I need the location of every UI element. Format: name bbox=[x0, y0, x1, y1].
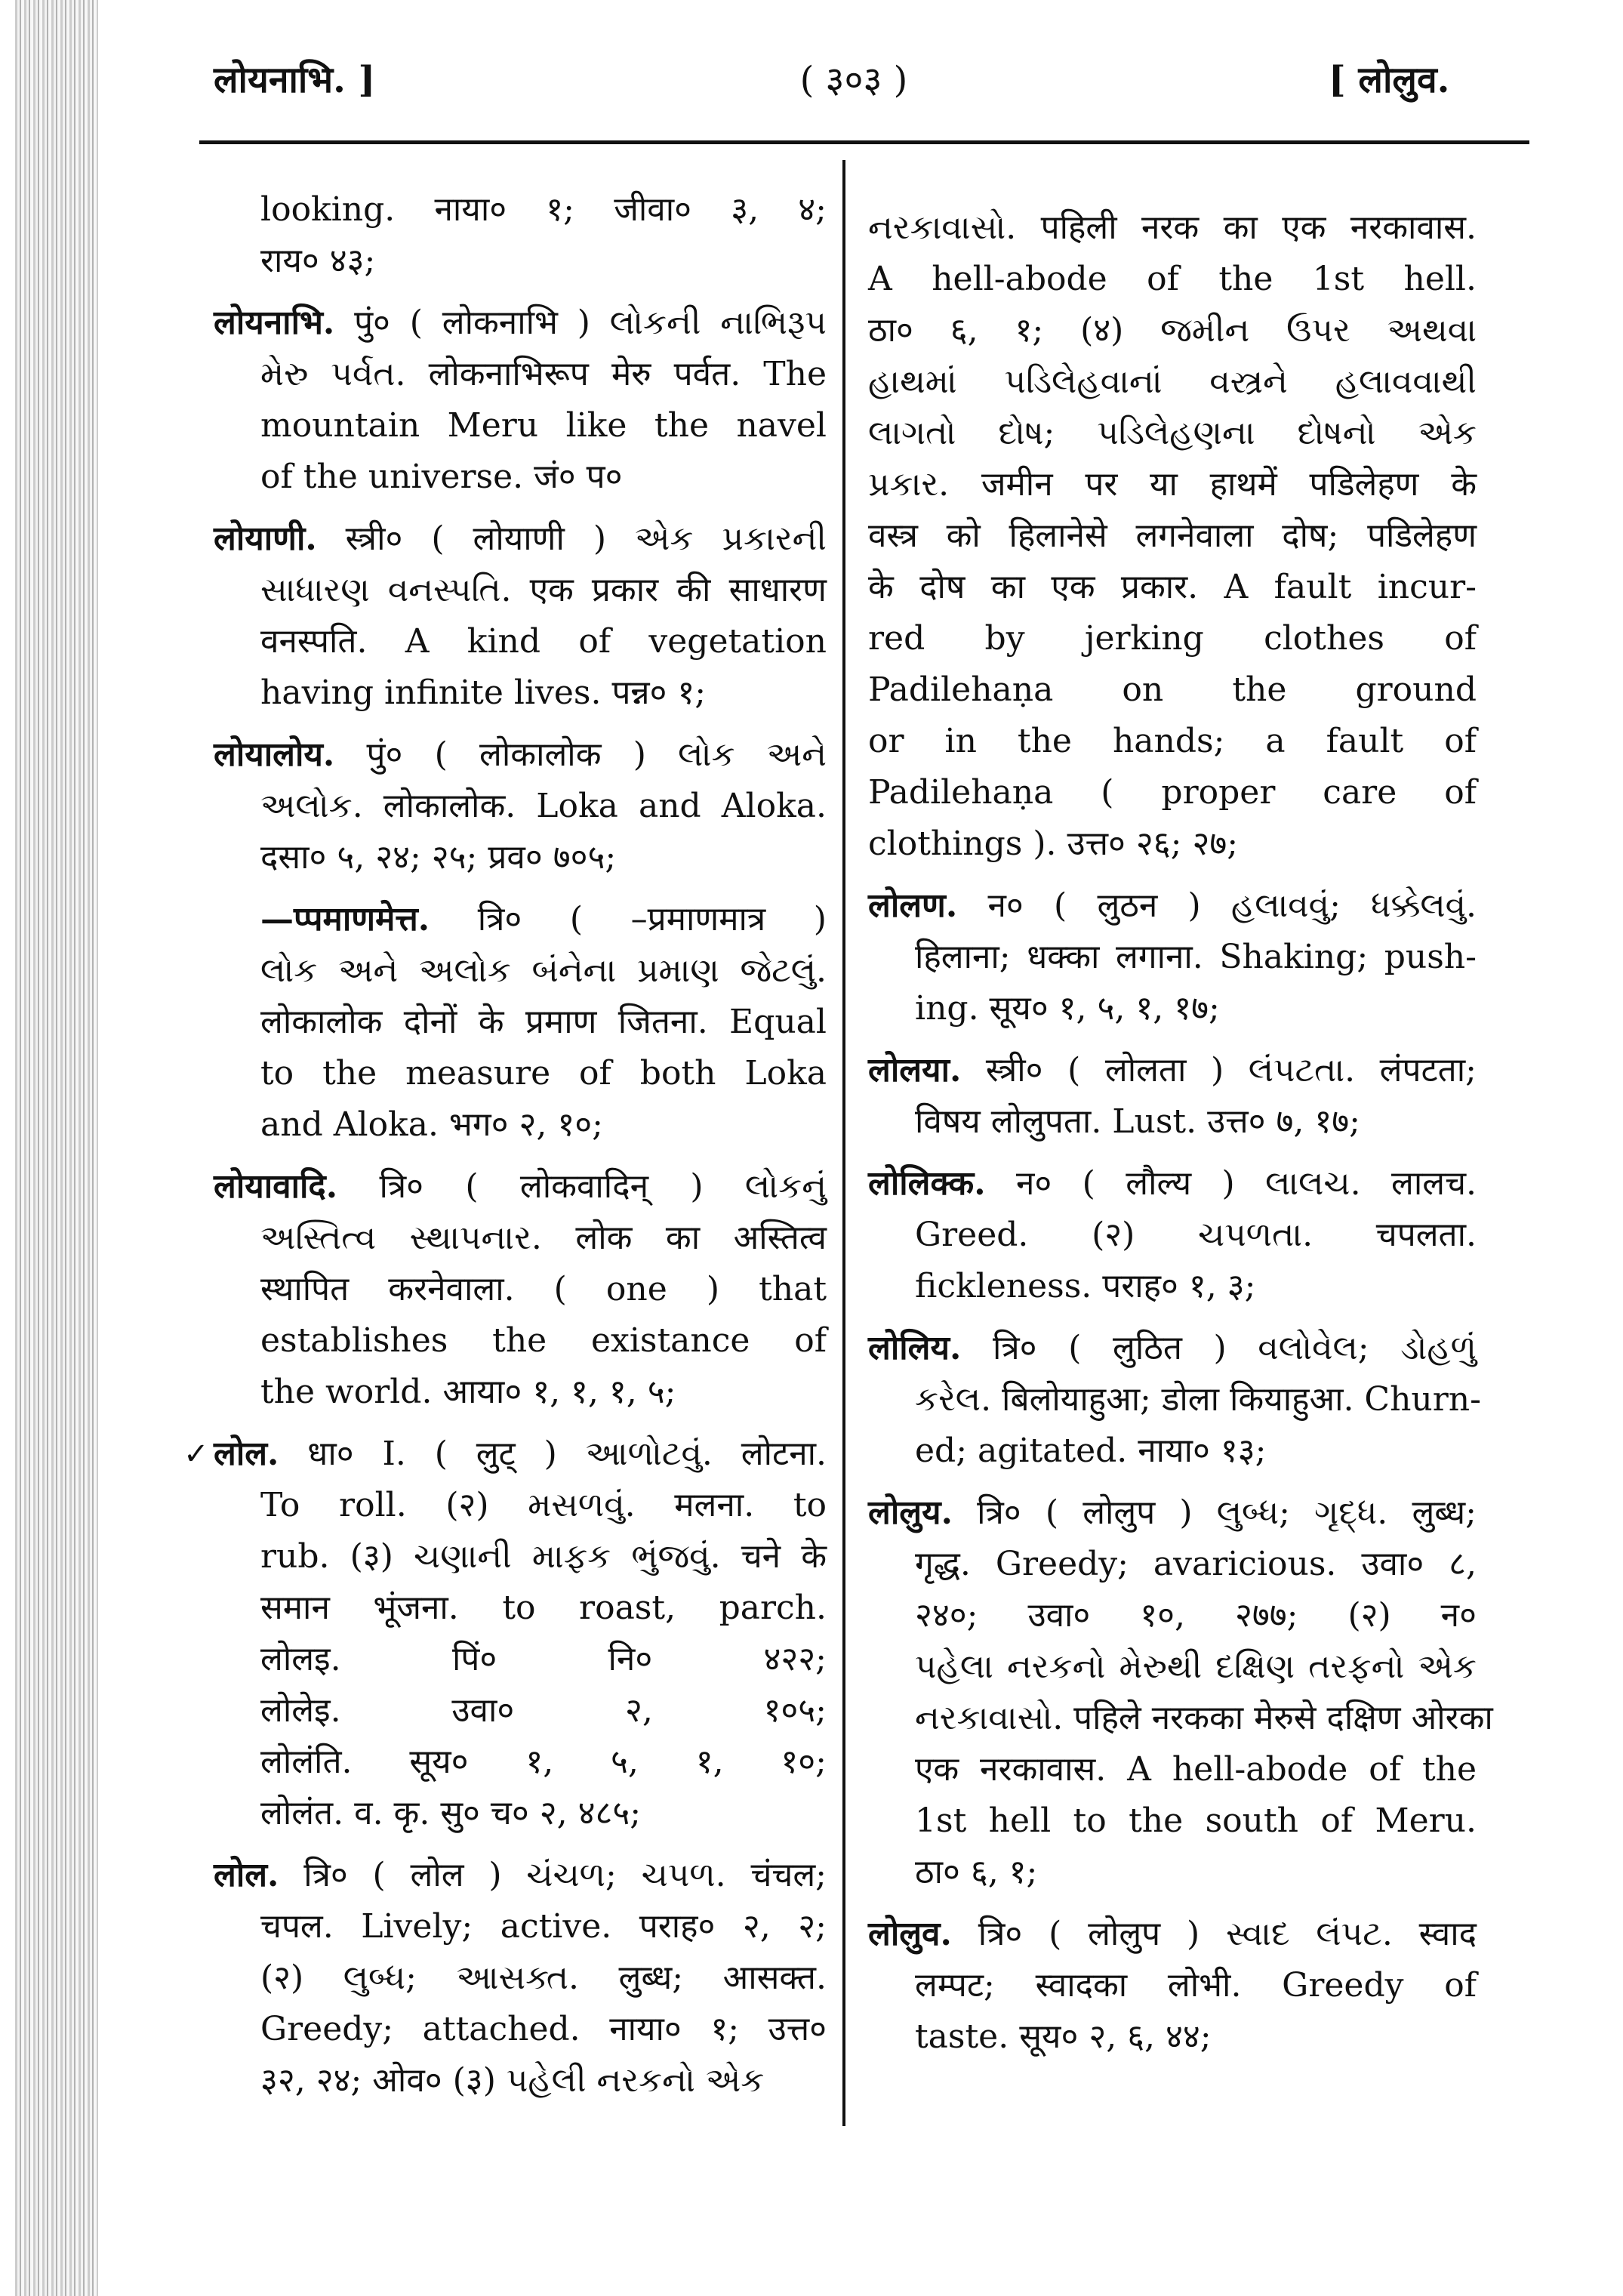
dictionary-entry bbox=[214, 894, 827, 1151]
entry-line: અસ્તિત્વ સ્થાપનાર. लोक का अस्तित्व bbox=[260, 1219, 827, 1257]
entry-line: looking. नाया० १; जीवा० ३, ४; bbox=[260, 190, 827, 229]
dictionary-entry bbox=[214, 184, 827, 287]
right-column bbox=[868, 202, 1493, 2073]
entry-line bbox=[868, 880, 1477, 932]
entry-text: पुं० ( लोकालोक ) લોક અને bbox=[366, 735, 827, 774]
entry-line: Padilehaṇa on the ground bbox=[868, 670, 1477, 709]
running-head-right: [ लोलुव. bbox=[1329, 59, 1450, 101]
entry-text: स्त्री० ( लोलता ) લંપટતા. लंपटता; bbox=[985, 1051, 1477, 1089]
scanned-page-edge bbox=[15, 0, 98, 2296]
entry-line bbox=[868, 1323, 1477, 1374]
entry-text: त्रि० ( –प्रमाणमात्र ) bbox=[477, 900, 827, 938]
entry-line: ing. सूय० १, ५, १, १७; bbox=[915, 989, 1220, 1028]
page-number: ( ३०३ ) bbox=[799, 59, 908, 101]
running-head-left: लोयनाभि. ] bbox=[214, 59, 376, 101]
entry-line bbox=[868, 1487, 1477, 1539]
entry-line: to the measure of both Loka bbox=[260, 1054, 827, 1093]
entry-line: लोलइ. पिं० नि० ४२२; bbox=[260, 1640, 827, 1678]
entry-line: के दोष का एक प्रकार. A fault incur- bbox=[868, 568, 1477, 606]
dictionary-entry bbox=[868, 880, 1477, 1034]
dictionary-entry bbox=[868, 1045, 1477, 1148]
entry-line bbox=[214, 894, 827, 945]
headword: लोयालोय. bbox=[214, 735, 335, 774]
entry-line: establishes the existance of bbox=[260, 1321, 827, 1360]
dictionary-entry bbox=[868, 1487, 1493, 1898]
entry-line: fickleness. पराह० १, ३; bbox=[915, 1267, 1256, 1305]
entry-line bbox=[183, 1428, 827, 1480]
entry-line: લોક અને અલોક બંનેના પ્રમાણ જેટલું. bbox=[260, 951, 827, 990]
headword: लोलुय. bbox=[868, 1493, 953, 1532]
dictionary-entry bbox=[214, 1161, 827, 1418]
entry-line: અલોક. लोकालोक. Loka and Aloka. bbox=[260, 787, 827, 825]
headword: लोलया. bbox=[868, 1051, 962, 1089]
entry-line: rub. (३) ચણાની માફક ભુંજવું. चने के bbox=[260, 1537, 827, 1576]
column-divider bbox=[842, 160, 845, 2126]
entry-line: સાધારણ વનસ્પતિ. एक प्रकार की साधारण bbox=[260, 571, 827, 609]
entry-line: (२) લુબ્ધ; આસક્ત. लुब्ध; आसक्त. bbox=[260, 1959, 827, 1997]
entry-line: Greed. (२) ચપળતા. चपलता. bbox=[915, 1216, 1477, 1254]
entry-line: taste. सूय० २, ६, ४४; bbox=[915, 2017, 1212, 2056]
entry-line: or in the hands; a fault of bbox=[868, 722, 1477, 760]
entry-line: and Aloka. भग० २, १०; bbox=[260, 1105, 603, 1144]
entry-text: त्रि० ( लोलुप ) લુબ્ધ; ગૃદ્ધ. लुब्ध; bbox=[977, 1493, 1477, 1532]
headword: लोल. bbox=[214, 1435, 279, 1473]
entry-line bbox=[214, 729, 827, 781]
entry-line: of the universe. जं० प० bbox=[260, 458, 623, 496]
entry-line: समान भूंजना. to roast, parch. bbox=[260, 1589, 827, 1627]
entry-line bbox=[214, 1161, 827, 1213]
entry-line: હાથમાં પડિલેહવાનાં વસ્ત્રને હલાવવાથી bbox=[868, 362, 1477, 401]
entry-text: त्रि० ( लोलुप ) સ્વાદ લંપટ. स्वाद bbox=[978, 1915, 1477, 1953]
headword: लोयावादि. bbox=[214, 1167, 338, 1206]
headword: लोल. bbox=[214, 1856, 279, 1894]
headword: लोलिय. bbox=[868, 1329, 962, 1367]
entry-line: विषय लोलुपता. Lust. उत्त० ७, १७; bbox=[915, 1102, 1360, 1141]
entry-line: red by jerking clothes of bbox=[868, 619, 1477, 658]
headword: लोलुव. bbox=[868, 1915, 952, 1953]
entry-text: धा० I. ( लुट् ) આળોટવું. लोटना. bbox=[307, 1435, 827, 1473]
headword: लोलिक्क. bbox=[868, 1164, 986, 1203]
entry-line: મેરુ પર્વત. लोकनाभिरूप मेरु पर्वत. The bbox=[260, 355, 827, 393]
entry-line: A hell-abode of the 1st hell. bbox=[868, 260, 1477, 298]
entry-line: लम्पट; स्वादका लोभी. Greedy of bbox=[915, 1966, 1477, 2005]
entry-line: પહેલા નરકનો મેરુથી દક્ષિણ તરફનો એક bbox=[915, 1647, 1477, 1686]
entry-line: एक नरकावास. A hell-abode of the bbox=[915, 1750, 1477, 1789]
dictionary-entry bbox=[214, 297, 827, 503]
entry-text: स्त्री० ( लोयाणी ) એક પ્રકારની bbox=[345, 519, 827, 558]
entry-line: दसा० ५, २४; २५; प्रव० ७०५; bbox=[260, 838, 617, 877]
entry-line: स्थापित करनेवाला. ( one ) that bbox=[260, 1270, 827, 1308]
entry-text: त्रि० ( लुठित ) વલોવેલ; ડોહળું bbox=[992, 1329, 1477, 1367]
headword: लोलण. bbox=[868, 886, 958, 925]
dictionary-entry bbox=[214, 729, 827, 883]
entry-text: पुं० ( लोकनाभि ) લોકની નાભિરૂપ bbox=[354, 304, 827, 342]
entry-line: राय० ४३; bbox=[260, 242, 376, 280]
dictionary-entry bbox=[868, 202, 1477, 870]
entry-text: न० ( लौल्य ) લાલચ. लालच. bbox=[1015, 1164, 1477, 1203]
entry-line: the world. आया० १, १, १, ५; bbox=[260, 1373, 676, 1411]
entry-text: त्रि० ( लोल ) ચંચળ; ચપળ. चंचल; bbox=[303, 1856, 827, 1894]
check-mark-icon: ✓ bbox=[183, 1437, 209, 1472]
entry-line: 1st hell to the south of Meru. bbox=[915, 1801, 1477, 1840]
entry-line bbox=[868, 1158, 1477, 1210]
dictionary-entry bbox=[183, 1428, 827, 1839]
dictionary-entry bbox=[214, 1850, 827, 2106]
entry-line: चपल. Lively; active. पराह० २, २; bbox=[260, 1907, 827, 1946]
entry-line: ed; agitated. नाया० १३; bbox=[915, 1432, 1267, 1470]
entry-line: Padilehaṇa ( proper care of bbox=[868, 773, 1477, 812]
entry-line: નરકાવાસો. पहिले नरकका मेरुसे दक्षिण ओरका bbox=[915, 1699, 1493, 1737]
entry-line: having infinite lives. पन्न० १; bbox=[260, 673, 707, 712]
dictionary-entry bbox=[868, 1323, 1481, 1477]
entry-line bbox=[214, 1850, 827, 1901]
header-rule bbox=[199, 140, 1529, 144]
entry-line: To roll. (२) મસળવું. मलना. to bbox=[260, 1486, 827, 1524]
headword: लोयनाभि. bbox=[214, 304, 335, 342]
entry-line: નરકાવાસો. पहिली नरक का एक नरकावास. bbox=[868, 208, 1477, 247]
entry-text: त्रि० ( लोकवादिन् ) લોકનું bbox=[379, 1167, 827, 1206]
dictionary-entry bbox=[868, 1158, 1477, 1312]
entry-line bbox=[868, 1045, 1477, 1096]
headword: —प्पमाणमेत्त. bbox=[260, 900, 430, 938]
entry-line: लोकालोक दोनों के प्रमाण जितना. Equal bbox=[260, 1003, 827, 1041]
entry-line: गृद्ध. Greedy; avaricious. उवा० ८, bbox=[915, 1545, 1477, 1583]
entry-line: ठा० ६, १; (४) જમીન ઉપર અથવા bbox=[868, 311, 1477, 350]
entry-line: वनस्पति. A kind of vegetation bbox=[260, 622, 827, 661]
entry-line: लोलेइ. उवा० २, १०५; bbox=[260, 1691, 827, 1730]
left-column bbox=[183, 184, 827, 2117]
headword: लोयाणी. bbox=[214, 519, 317, 558]
entry-line bbox=[868, 1909, 1477, 1960]
entry-line: clothings ). उत्त० २६; २७; bbox=[868, 824, 1239, 863]
entry-text: न० ( लुठन ) હલાવવું; ધક્કેલવું. bbox=[987, 886, 1477, 925]
entry-line: ३२, २४; ओव० (३) પહેલી નરકનો એક bbox=[260, 2061, 765, 2100]
entry-line: वस्त्र को हिलानेसे लगनेवाला दोष; पडिलेहण bbox=[868, 516, 1477, 555]
entry-line: लोलंति. सूय० १, ५, १, १०; bbox=[260, 1743, 827, 1781]
entry-line: ठा० ६, १; bbox=[915, 1853, 1038, 1891]
entry-line: પ્રકાર. जमीन पर या हाथमें पडिलेहण के bbox=[868, 465, 1477, 504]
entry-line: mountain Meru like the navel bbox=[260, 406, 827, 445]
dictionary-entry bbox=[214, 513, 827, 719]
dictionary-entry bbox=[868, 1909, 1477, 2063]
entry-line: લાગતો દોષ; પડિલેહણના દોષનો એક bbox=[868, 414, 1477, 452]
entry-line: लोलंत. व. कृ. सु० च० २, ४८५; bbox=[260, 1794, 642, 1832]
entry-line: २४०; उवा० १०, २७७; (२) न० bbox=[915, 1596, 1477, 1635]
entry-line: Greedy; attached. नाया० १; उत्त० bbox=[260, 2010, 827, 2048]
entry-line: કરેલ. बिलोयाहुआ; डोला कियाहुआ. Churn- bbox=[915, 1380, 1481, 1419]
entry-line: हिलाना; धक्का लगाना. Shaking; push- bbox=[915, 938, 1477, 976]
entry-line bbox=[214, 297, 827, 349]
entry-line bbox=[214, 513, 827, 565]
